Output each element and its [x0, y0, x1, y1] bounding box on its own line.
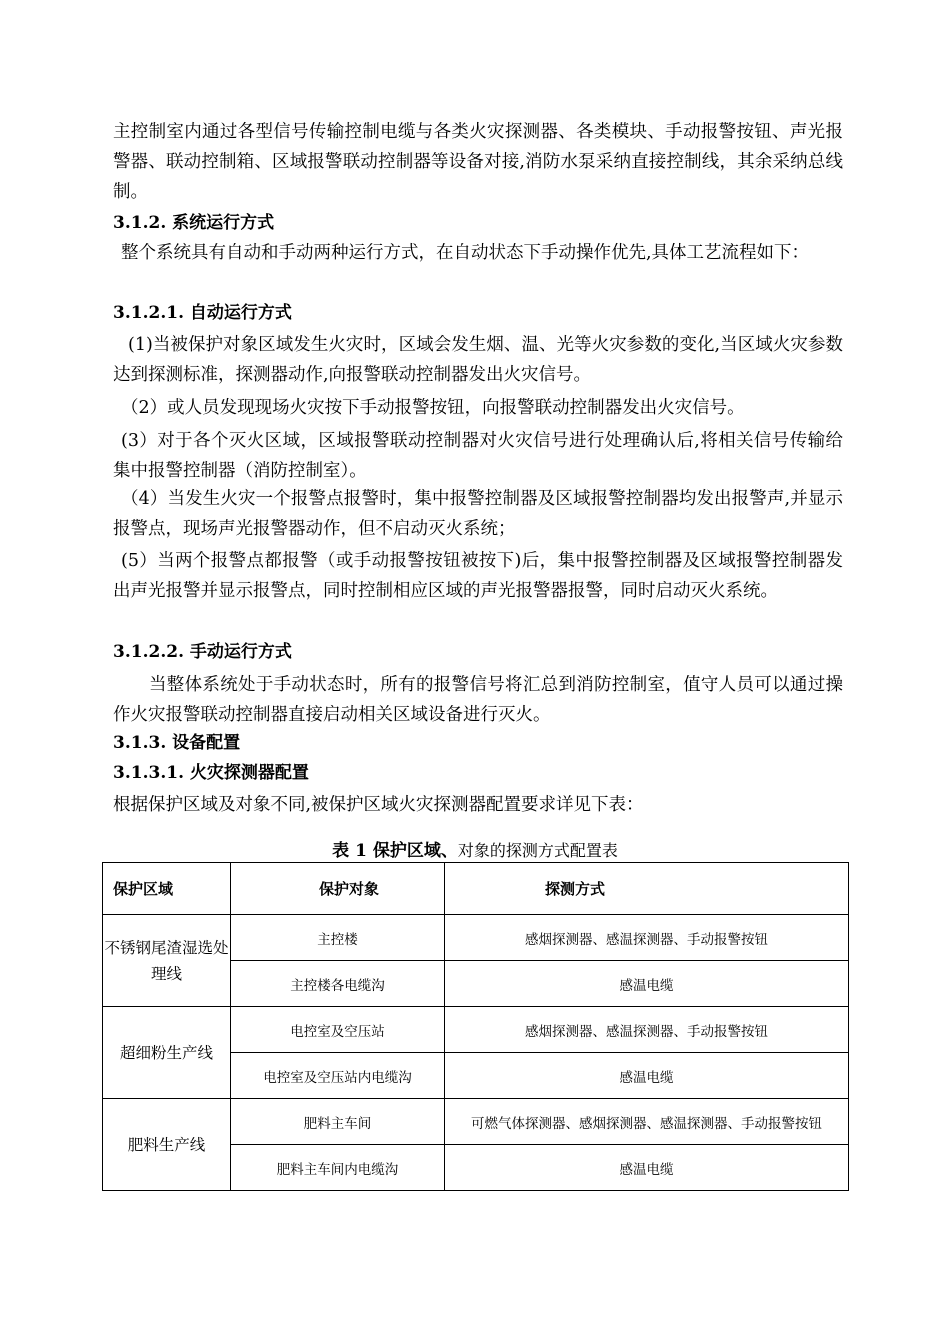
- method-cell: 可燃气体探测器、感烟探测器、感温探测器、手动报警按钮: [445, 1099, 849, 1145]
- table-caption: [0, 836, 950, 861]
- method-cell: 感温电缆: [445, 1145, 849, 1191]
- object-cell: 肥料主车间内电缆沟: [231, 1145, 445, 1191]
- auto-step-5: (5）当两个报警点都报警（或手动报警按钮被按下)后，集中报警控制器及区域报警控制器发出声光报警并显示报警点，同时控制相应区域的声光报警器报警，同时启动灭火系统。: [113, 551, 843, 601]
- object-cell: 肥料主车间: [231, 1099, 445, 1145]
- object-cell: 电控室及空压站: [231, 1007, 445, 1053]
- method-cell: 感烟探测器、感温探测器、手动报警按钮: [445, 1007, 849, 1053]
- manual-paragraph: 当整体系统处于手动状态时，所有的报警信号将汇总到消防控制室，值守人员可以通过操作火灾报警联动控制器直接启动相关区域设备进行灭火。: [113, 675, 843, 725]
- heading-3-1-2: 3.1.2. 系统运行方式: [113, 213, 275, 233]
- auto-step-2: （2）或人员发现现场火灾按下手动报警按钮，向报警联动控制器发出火灾信号。: [121, 398, 745, 418]
- heading-3-1-2-2: 3.1.2.2. 手动运行方式: [113, 642, 292, 662]
- table-header-row: [103, 863, 849, 915]
- table-row: [103, 1007, 849, 1053]
- header-object: 保护对象: [231, 863, 445, 915]
- table-row: [103, 915, 849, 961]
- intro-paragraph: 主控制室内通过各型信号传输控制电缆与各类火灾探测器、各类模块、手动报警按钮、声光报警器、联动控制箱、区域报警联动控制器等设备对接,消防水泵采纳直接控制线，其余采纳总线制。: [113, 122, 843, 202]
- table-caption-text: 对象的探测方式配置表: [457, 841, 618, 860]
- object-cell: 主控楼: [231, 915, 445, 961]
- heading-3-1-3-1: 3.1.3.1. 火灾探测器配置: [113, 763, 309, 783]
- area-cell: 肥料生产线: [103, 1099, 231, 1191]
- table-caption-number: 表 1 保护区域、: [332, 841, 458, 861]
- mode-intro-paragraph: 整个系统具有自动和手动两种运行方式，在自动状态下手动操作优先,具体工艺流程如下：: [121, 243, 810, 263]
- object-cell: 主控楼各电缆沟: [231, 961, 445, 1007]
- method-cell: 感温电缆: [445, 961, 849, 1007]
- detector-config-table: [102, 862, 849, 1191]
- heading-3-1-3: 3.1.3. 设备配置: [113, 733, 241, 753]
- area-cell: 超细粉生产线: [103, 1007, 231, 1099]
- auto-step-1: (1)当被保护对象区域发生火灾时，区域会发生烟、温、光等火灾参数的变化,当区域火灾参数达到探测标准，探测器动作,向报警联动控制器发出火灾信号。: [113, 335, 843, 385]
- heading-3-1-2-1: 3.1.2.1. 自动运行方式: [113, 303, 292, 323]
- method-cell: 感烟探测器、感温探测器、手动报警按钮: [445, 915, 849, 961]
- area-cell: 不锈钢尾渣湿选处理线: [103, 915, 231, 1007]
- object-cell: 电控室及空压站内电缆沟: [231, 1053, 445, 1099]
- auto-step-4: （4）当发生火灾一个报警点报警时，集中报警控制器及区域报警控制器均发出报警声,并显示报警点，现场声光报警器动作，但不启动灭火系统；: [113, 489, 843, 539]
- table-row: [103, 1099, 849, 1145]
- auto-step-3: (3）对于各个灭火区域，区域报警联动控制器对火灾信号进行处理确认后,将相关信号传输给集中报警控制器（消防控制室）。: [113, 431, 843, 481]
- header-method: 探测方式: [445, 863, 849, 915]
- header-area: 保护区域: [103, 863, 231, 915]
- detector-paragraph: 根据保护区域及对象不同,被保护区域火灾探测器配置要求详见下表：: [113, 795, 644, 815]
- method-cell: 感温电缆: [445, 1053, 849, 1099]
